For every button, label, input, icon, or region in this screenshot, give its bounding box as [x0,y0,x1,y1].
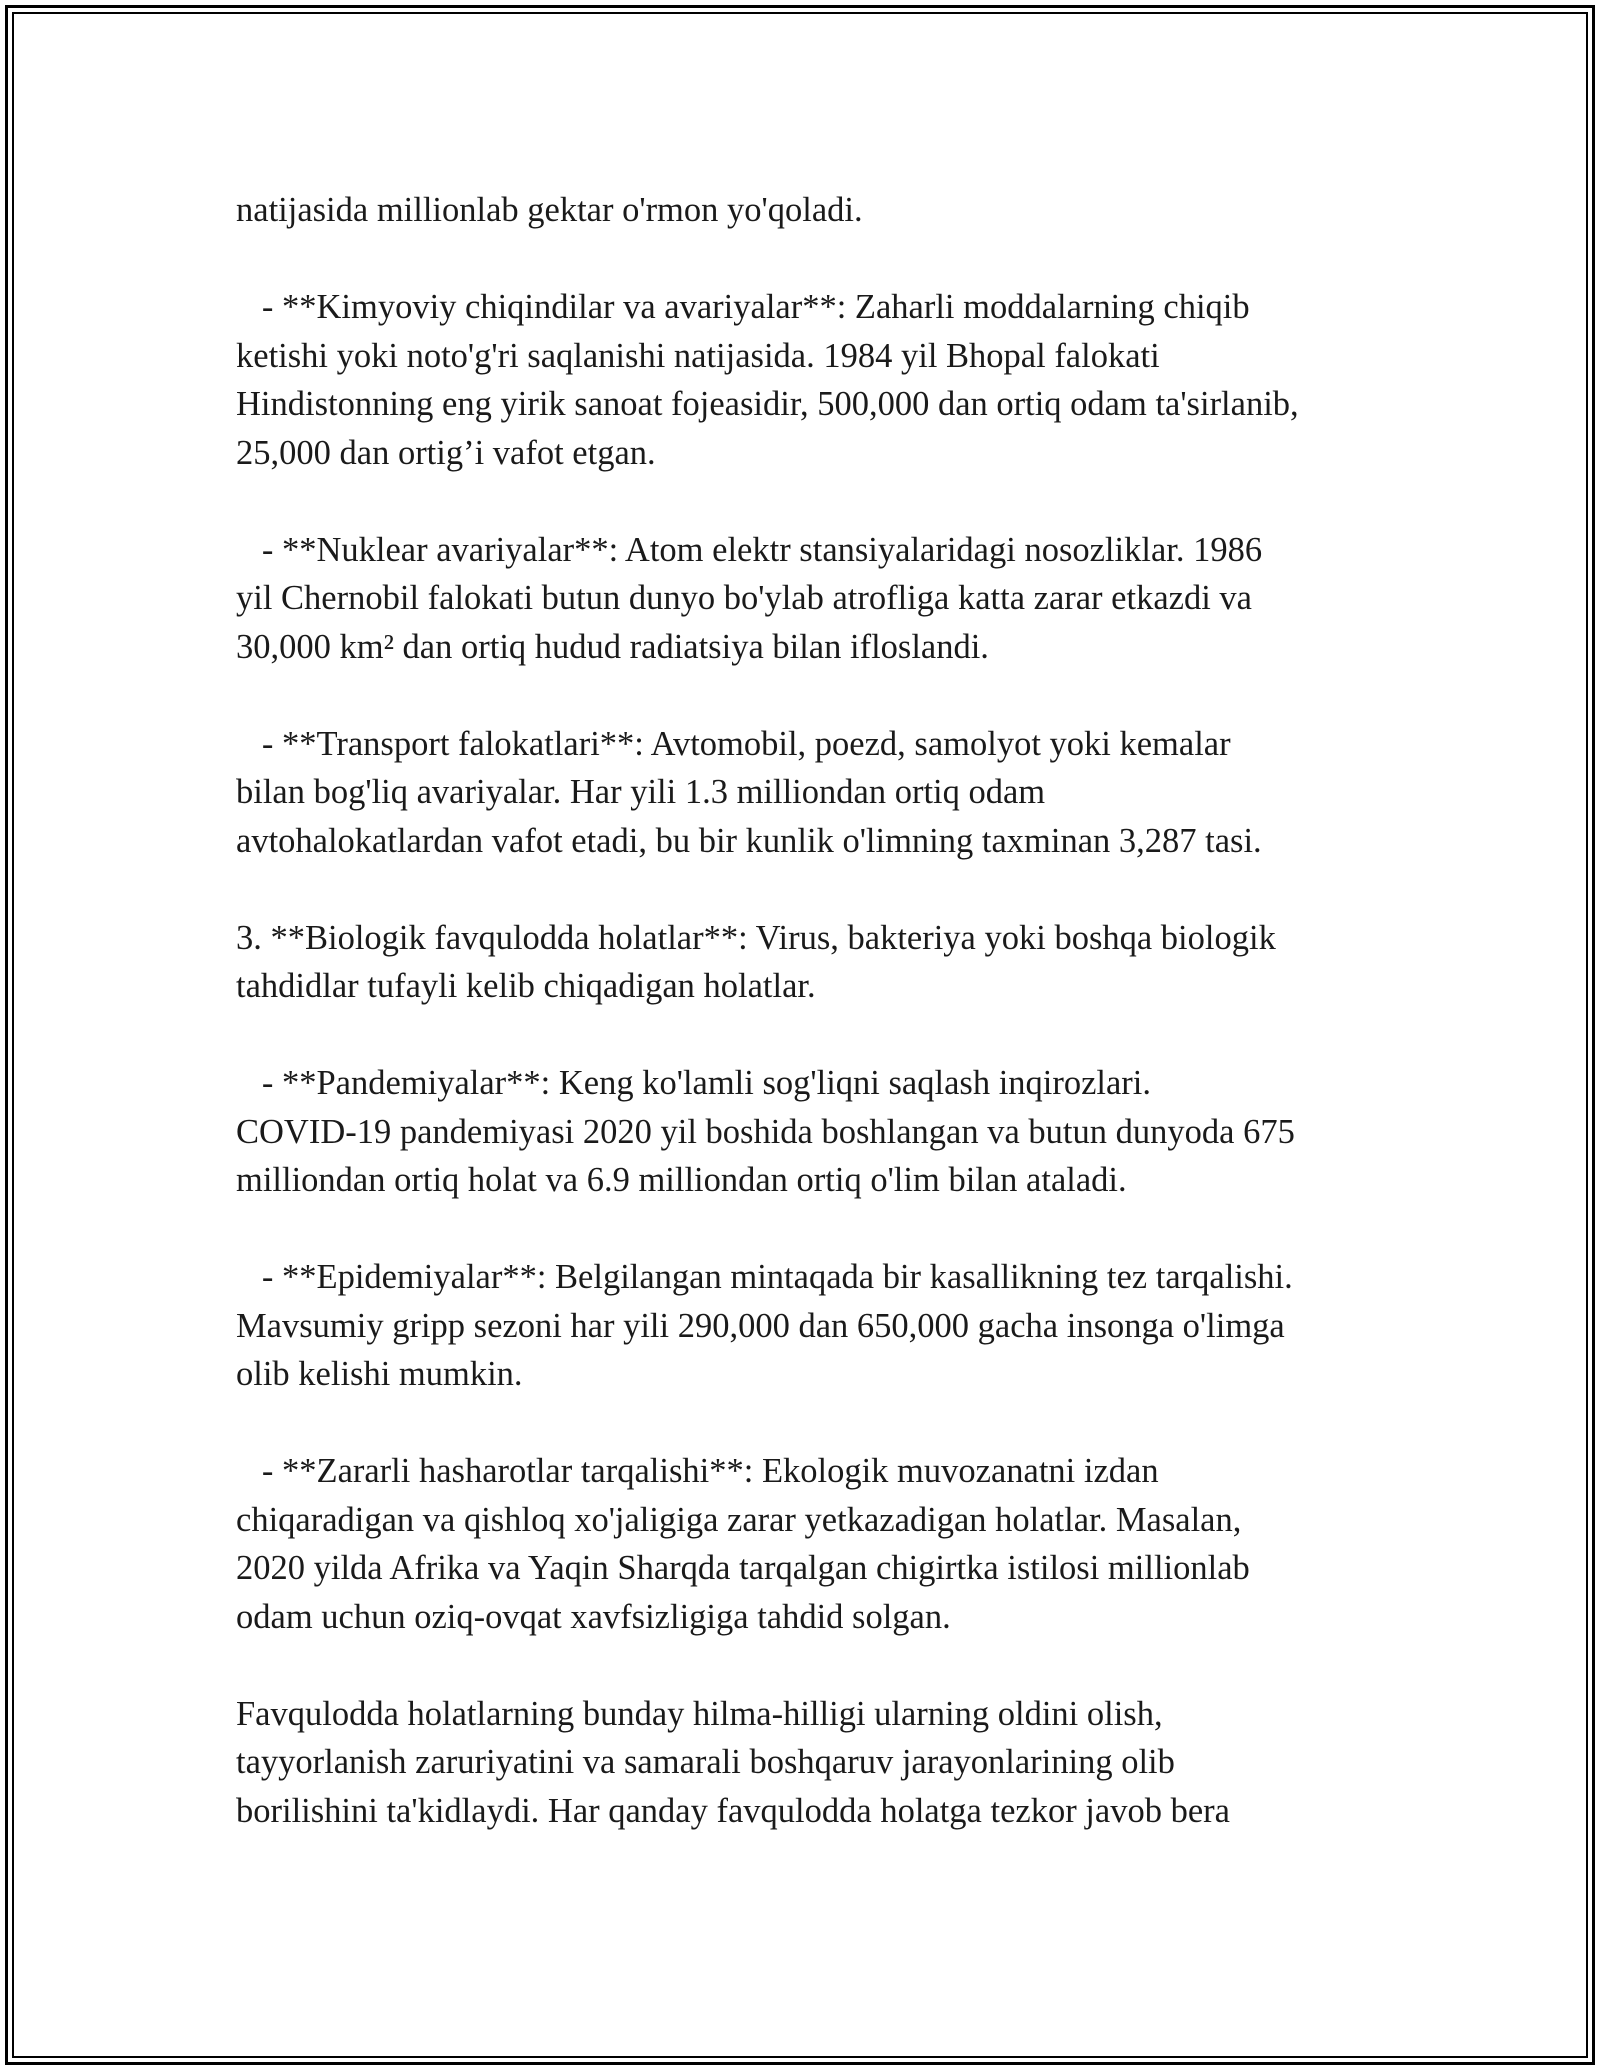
text-line: bilan bog'liq avariyalar. Har yili 1.3 milliondan ortiq odam [236,773,1046,811]
text-line: 2020 yilda Afrika va Yaqin Sharqda tarqalgan chigirtka istilosi millionlab [236,1549,1250,1587]
text-line: avtohalokatlardan vafot etadi, bu bir kunlik o'limning taxminan 3,287 tasi. [236,821,1262,860]
text-line: - **Zararli hasharotlar tarqalishi**: Ekologik muvozanatni izdan [236,1452,1159,1490]
text-line: 25,000 dan ortig’i vafot etgan. [236,433,656,472]
text-line: 30,000 km² dan ortiq hudud radiatsiya bilan ifloslandi. [236,627,989,666]
text-line: 3. **Biologik favqulodda holatlar**: Virus, bakteriya yoki boshqa biologik [236,918,1276,957]
text-line: odam uchun oziq-ovqat xavfsizligiga tahdid solgan. [236,1597,951,1636]
paragraph-biological-emergencies [236,914,1386,1011]
paragraph-pests-spread [236,1447,1386,1641]
paragraph-nuclear-accidents [236,526,1386,672]
text-line: olib kelishi mumkin. [236,1355,523,1393]
text-line: Hindistonning eng yirik sanoat fojeasidir, 500,000 dan ortiq odam ta'sirlanib, [236,385,1299,423]
text-line: yil Chernobil falokati butun dunyo bo'ylab atrofliga katta zarar etkazdi va [236,579,1252,617]
text-line: Mavsumiy gripp sezoni har yili 290,000 dan 650,000 gacha insonga o'limga [236,1306,1285,1345]
paragraph-chemical-waste [236,283,1386,477]
text-line: - **Transport falokatlari**: Avtomobil, poezd, samolyot yoki kemalar [236,724,1231,763]
text-line: - **Pandemiyalar**: Keng ko'lamli sog'liqni saqlash inqirozlari. [236,1064,1152,1102]
text-line: COVID-19 pandemiyasi 2020 yil boshida boshlangan va butun dunyoda 675 [236,1112,1295,1151]
text-line: - **Kimyoviy chiqindilar va avariyalar**: Zaharli moddalarning chiqib [236,288,1250,326]
text-line: borilishini ta'kidlaydi. Har qanday favqulodda holatga tezkor javob bera [236,1791,1230,1830]
paragraph-pandemics [236,1059,1386,1205]
text-line: ketishi yoki noto'g'ri saqlanishi natijasida. 1984 yil Bhopal falokati [236,336,1160,375]
text-line: milliondan ortiq holat va 6.9 milliondan ortiq o'lim bilan ataladi. [236,1161,1127,1199]
text-line: - **Epidemiyalar**: Belgilangan mintaqada bir kasallikning tez tarqalishi. [236,1258,1293,1296]
text-line: Favqulodda holatlarning bunday hilma-hilligi ularning oldini olish, [236,1694,1163,1733]
text-line: natijasida millionlab gektar o'rmon yo'qoladi. [236,191,863,229]
paragraph-epidemics [236,1253,1386,1399]
text-line: tayyorlanish zaruriyatini va samarali boshqaruv jarayonlarining olib [236,1743,1175,1781]
text-line: tahdidlar tufayli kelib chiqadigan holatlar. [236,967,816,1005]
text-line: chiqaradigan va qishloq xo'jaligiga zarar yetkazadigan holatlar. Masalan, [236,1500,1242,1539]
paragraph-transport-disasters [236,720,1386,866]
paragraph-forest-loss [236,186,1386,235]
paragraph-conclusion [236,1690,1386,1836]
document-body [236,186,1386,1835]
text-line: - **Nuklear avariyalar**: Atom elektr stansiyalaridagi nosozliklar. 1986 [236,530,1263,569]
